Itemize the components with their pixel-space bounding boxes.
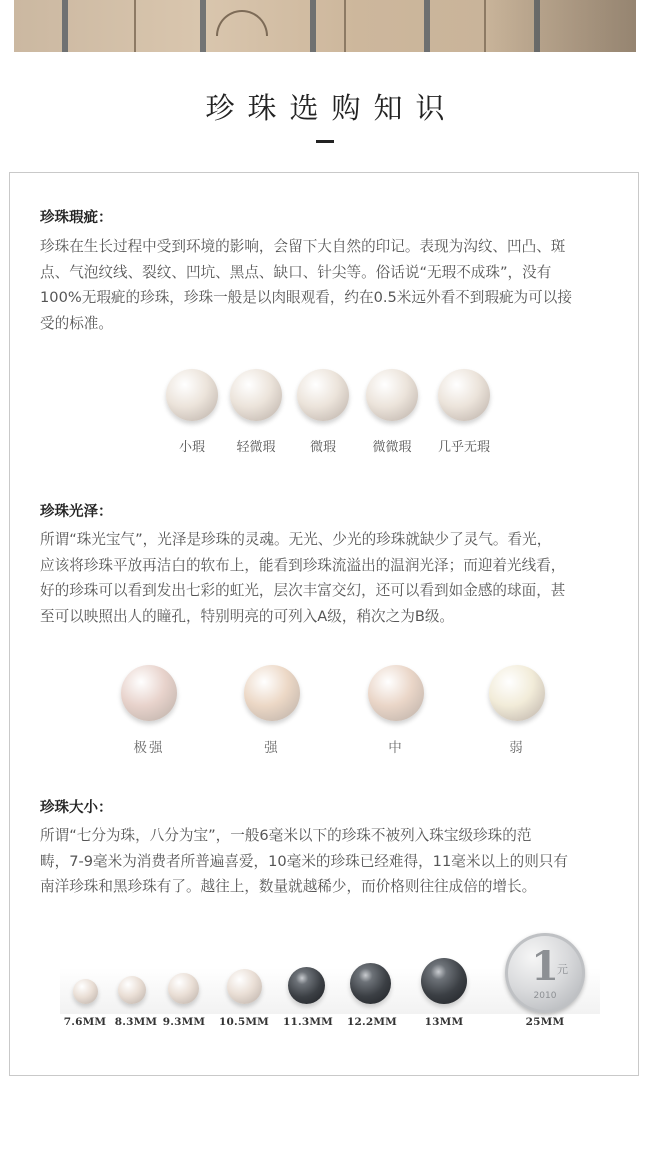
text-line: 所谓“七分为珠，八分为宝”，一般6毫米以下的珍珠不被列入珠宝级珍珠的范 — [40, 827, 532, 844]
box-logo-icon — [216, 10, 268, 36]
size-label: 13MM — [424, 1016, 464, 1028]
white-pearl-icon — [168, 973, 199, 1004]
white-pearl-icon — [118, 976, 146, 1004]
blemish-grade-label: 微微瑕 — [372, 440, 412, 455]
box-edge — [134, 0, 136, 52]
coin-unit: 元 — [557, 963, 568, 976]
section-text-luster — [40, 527, 612, 629]
size-label: 25MM — [525, 1016, 565, 1028]
text-line: 受的标准。 — [40, 314, 113, 332]
luster-grade-label: 弱 — [509, 740, 525, 756]
shadow — [486, 0, 636, 52]
strap — [424, 0, 430, 52]
section-title-blemish: 珍珠瑕疵： — [40, 209, 113, 226]
text-line: 所谓“珠光宝气”，光泽是珍珠的灵魂。无光、少光的珍珠就缺少了灵气。看光， — [40, 531, 552, 548]
text-line: 珍珠在生长过程中受到环境的影响，会留下大自然的印记。表现为沟纹、凹凸、斑 — [40, 238, 566, 255]
blemish-grade-label: 轻微瑕 — [236, 440, 276, 455]
blemish-grade-label: 小瑕 — [178, 440, 205, 455]
black-pearl-icon — [421, 958, 467, 1004]
text-line: 100%无瑕疵的珍珠，珍珠一般是以肉眼观看，约在0.5米远外看不到瑕疵为可以接 — [40, 289, 572, 306]
coin-year: 2010 — [533, 991, 557, 1001]
text-line: 应该将珍珠平放再洁白的软布上，能看到珍珠流溢出的温润光泽；而迎着光线看， — [40, 556, 566, 574]
size-label: 12.2MM — [346, 1016, 398, 1028]
white-pearl-icon — [366, 369, 418, 421]
text-line: 至可以映照出人的瞳孔，特别明亮的可列入A级，稍次之为B级。 — [40, 607, 455, 625]
white-pearl-icon — [230, 369, 282, 421]
section-title-size: 珍珠大小： — [40, 799, 113, 816]
white-pearl-icon — [244, 665, 300, 721]
white-pearl-icon — [166, 369, 218, 421]
white-pearl-icon — [73, 979, 98, 1004]
black-pearl-icon — [288, 967, 325, 1004]
text-line: 畴，7-9毫米为消费者所普遍喜爱，10毫米的珍珠已经难得，11毫米以上的则只有 — [40, 852, 568, 870]
section-text-blemish — [40, 234, 612, 336]
luster-grade-label: 强 — [264, 740, 280, 756]
header-photo — [14, 0, 636, 52]
strap — [200, 0, 206, 52]
size-label: 10.5MM — [218, 1016, 270, 1028]
text-line: 点、气泡纹线、裂纹、凹坑、黑点、缺口、针尖等。俗话说“无瑕不成珠”，没有 — [40, 263, 552, 281]
blemish-grade-label: 几乎无瑕 — [437, 440, 490, 455]
size-label: 11.3MM — [282, 1016, 334, 1028]
page-title: 珍珠选购知识 — [205, 91, 458, 125]
size-label: 7.6MM — [63, 1016, 107, 1028]
strap — [62, 0, 68, 52]
section-title-luster: 珍珠光泽： — [40, 503, 113, 520]
coin-numeral: 1 — [531, 943, 559, 990]
white-pearl-icon — [438, 369, 490, 421]
size-label: 8.3MM — [114, 1016, 158, 1028]
section-text-size — [40, 823, 612, 900]
strap — [310, 0, 316, 52]
blemish-grade-label: 微瑕 — [309, 440, 336, 455]
text-line: 好的珍珠可以看到发出七彩的虹光，层次丰富交幻，还可以看到如金感的球面，甚 — [40, 582, 566, 599]
box-edge — [344, 0, 346, 52]
luster-grade-label: 极强 — [133, 740, 165, 756]
white-pearl-icon — [489, 665, 545, 721]
black-pearl-icon — [350, 963, 391, 1004]
white-pearl-icon — [121, 665, 177, 721]
size-label: 9.3MM — [162, 1016, 206, 1028]
text-line: 南洋珍珠和黑珍珠有了。越往上，数量就越稀少，而价格则往往成倍的增长。 — [40, 878, 537, 895]
one-yuan-coin-icon — [505, 933, 585, 1013]
white-pearl-icon — [227, 969, 262, 1004]
white-pearl-icon — [297, 369, 349, 421]
luster-grade-label: 中 — [388, 740, 404, 756]
white-pearl-icon — [368, 665, 424, 721]
title-divider — [316, 140, 334, 143]
